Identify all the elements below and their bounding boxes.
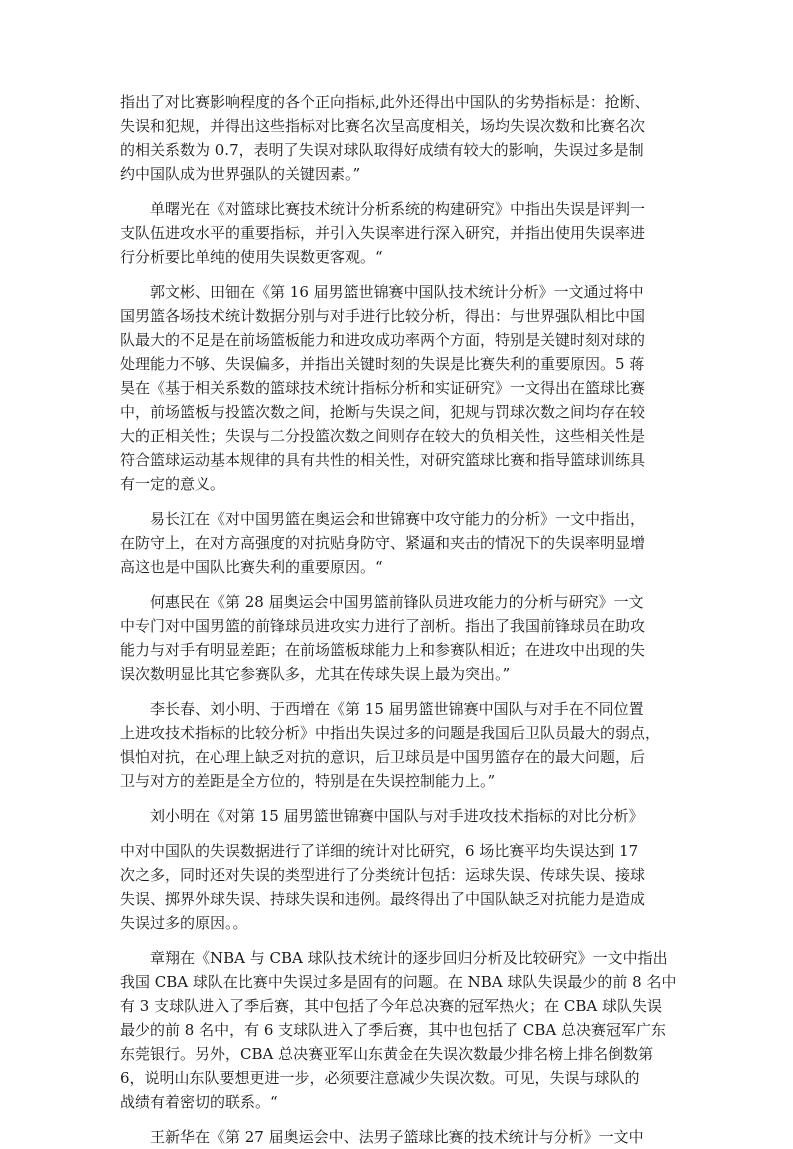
paragraph-4: 易长江在《对中国男篮在奥运会和世锦赛中攻守能力的分析》一文中指出， 在防守上，在对方高强度的对抗贴身防守、紧逼和夹击的情况下的失误率明显增 高这也是中国队比赛失利的重要原因。“ [120,510,646,576]
paragraph-2: 单曙光在《对篮球比赛技术统计分析系统的构建研究》中指出失误是评判一 支队伍进攻水平的重要指标，并引入失误率进行深入研究，并指出使用失误率进 行分析要比单纯的使用失误数更客观。“ [120,200,646,266]
paragraph-7: 刘小明在《对第 15 届男篮世锦赛中国队与对手进攻技术指标的对比分析》 [120,807,644,825]
paragraph-10: 王新华在《第 27 届奥运会中、法男子篮球比赛的技术统计与分析》一文中 [120,1128,644,1146]
paragraph-6: 李长春、刘小明、于西增在《第 15 届男篮世锦赛中国队与对手在不同位置 上进攻技术指标的比较分析》中指出失误过多的问题是我国后卫队员最大的弱点， 惧怕对抗，在心理上缺乏对抗的意识，后卫球员是中国男篮存在的最大问题，后 卫与对方的差距是全方位的，特别是在失误控制能力上。” [120,700,661,790]
paragraph-9: 章翔在《NBA 与 CBA 球队技术统计的逐步回归分析及比较研究》一文中指出 我国 CBA 球队在比赛中失误过多是固有的问题。在 NBA 球队失误最少的前 8 名中 有 3 支球队进入了季后赛，其中包括了今年总决赛的冠军热火；在 CBA 球队失误 最少的前 8 名中，有 6 支球队进入了季后赛，其中也包括了 CBA 总决赛冠军广东 东莞银行。另外，CBA 总决赛亚军山东黄金在失误次数最少排名榜上排名倒数第 6，说明山东队要想更进一步，必须要注意减少失误次数。可见，失误与球队的 战绩有着密切的联系。“ [120,949,677,1111]
paragraph-5: 何惠民在《第 28 届奥运会中国男篮前锋队员进攻能力的分析与研究》一文 中专门对中国男篮的前锋球员进攻实力进行了剖析。指出了我国前锋球员在助攻 能力与对手有明显差距；在前场篮板球能力上和参赛队相近；在进攻中出现的失 误次数明显比其它参赛队多，尤其在传球失误上最为突出。” [120,593,646,683]
paragraph-3: 郭文彬、田钿在《第 16 届男篮世锦赛中国队技术统计分析》一文通过将中 国男篮各场技术统计数据分别与对手进行比较分析，得出：与世界强队相比中国 队最大的不足是在前场篮板能力和进攻成功率两个方面，特别是关键时刻对球的 处理能力不够、失误偏多，并指出关键时刻的失误是比赛失利的重要原因。5 蒋 昊在《基于相关系数的篮球技术统计指标分析和实证研究》一文得出在篮球比赛 中，前场篮板与投篮次数之间，抢断与失误之间，犯规与罚球次数之间均存在较 大的正相关性；失误与二分投篮次数之间则存在较大的负相关性，这些相关性是 符合篮球运动基本规律的具有共性的相关性，对研究篮球比赛和指导篮球训练具 有一定的意义。 [120,283,646,493]
paragraph-1: 指出了对比赛影响程度的各个正向指标,此外还得出中国队的劣势指标是：抢断、 失误和犯规，并得出这些指标对比赛名次呈高度相关，场均失误次数和比赛名次 的相关系数为 0.7，表明了失误对球队取得好成绩有较大的影响，失误过多是制 约中国队成为世界强队的关键因素。” [120,93,650,183]
paragraph-8: 中对中国队的失误数据进行了详细的统计对比研究，6 场比赛平均失误达到 17 次之多，同时还对失误的类型进行了分类统计包括：运球失误、传球失误、接球 失误、掷界外球失误、持球失误和违例。最终得出了中国队缺乏对抗能力是造成 失误过多的原因。。 [120,842,646,932]
